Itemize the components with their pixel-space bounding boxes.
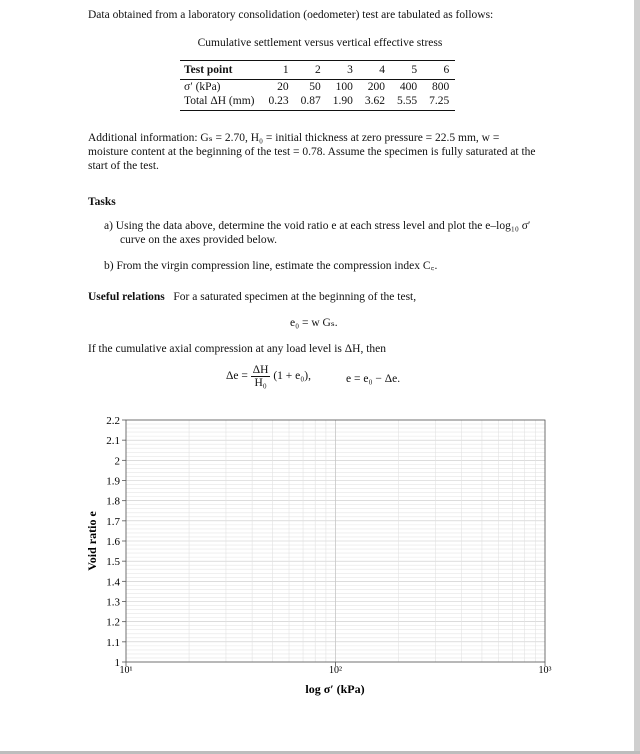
settlement-table: [180, 60, 455, 111]
useful-condition: If the cumulative axial compression at any load level is ΔH, then: [88, 343, 387, 355]
table-row-label: Total ΔH (mm): [180, 94, 262, 111]
table-cell: 3.62: [359, 94, 391, 111]
table-cell: 4: [359, 61, 391, 80]
y-axis-label: Void ratio e: [85, 511, 99, 571]
y-tick-label: 1.5: [106, 556, 120, 569]
task-a-line2: curve on the axes provided below.: [120, 234, 278, 246]
table-cell: 20: [277, 81, 289, 93]
x-axis-label: log σ′ (kPa): [305, 682, 365, 696]
equation-fraction: [251, 364, 271, 389]
table-row: [180, 61, 455, 80]
additional-info-line1: Additional information: Gₛ = 2.70, H₀ = initial thickness at zero pressure = 22.5 mm, w =: [88, 132, 500, 144]
x-tick-label: 10²: [329, 665, 342, 676]
equation-delta-e: [226, 364, 311, 389]
table-cell: 0.87: [295, 94, 327, 111]
table-cell: 3: [327, 61, 359, 80]
table-cell: 2: [295, 61, 327, 80]
y-tick-label: 1.9: [106, 475, 120, 488]
task-a-line1: a) Using the data above, determine the void ratio e at each stress level and plot the e–log₁₀ σ′: [104, 220, 531, 232]
tasks-heading: Tasks: [88, 196, 116, 208]
y-tick-label: 2: [114, 455, 120, 468]
y-tick-label: 2.2: [106, 415, 120, 427]
table-cell: 5.55: [391, 94, 423, 111]
table-cell: 200: [367, 81, 385, 93]
table-cell: 7.25: [423, 94, 455, 111]
table-caption: Cumulative settlement versus vertical effective stress: [197, 37, 443, 49]
equation-e: e = e₀ − Δe.: [346, 373, 401, 385]
page-edge: [634, 0, 640, 754]
table-cell: 1: [262, 61, 294, 80]
y-tick-label: 1.2: [106, 616, 120, 629]
table-cell: 50: [309, 81, 321, 93]
y-tick-label: 1: [114, 657, 120, 669]
table-row: [180, 94, 455, 111]
additional-info-line3: start of the test.: [88, 160, 159, 172]
equation-numerator: ΔH: [252, 364, 269, 376]
table-row-label: σ′ (kPa): [184, 81, 221, 93]
additional-info-line2: moisture content at the beginning of the test = 0.78. Assume the specimen is fully saturated at the: [88, 146, 536, 158]
equation-delta-e-lhs: Δe =: [226, 370, 248, 383]
x-tick-label: 10³: [538, 665, 552, 676]
y-tick-label: 1.7: [106, 515, 120, 528]
y-tick-label: 1.4: [106, 576, 120, 589]
useful-text: For a saturated specimen at the beginning of the test,: [173, 291, 417, 303]
y-tick-label: 2.1: [106, 435, 120, 448]
y-tick-label: 1.1: [106, 636, 120, 649]
table-cell: 1.90: [327, 94, 359, 111]
equation-denominator: H₀: [254, 377, 267, 389]
table-cell: 0.23: [262, 94, 294, 111]
equation-delta-e-rhs: (1 + e₀),: [273, 370, 311, 383]
table-cell: 6: [423, 61, 455, 80]
task-b: b) From the virgin compression line, estimate the compression index C꜀.: [104, 260, 438, 272]
intro-text: Data obtained from a laboratory consolidation (oedometer) test are tabulated as follows:: [88, 9, 494, 21]
table-row: [180, 80, 455, 95]
useful-heading: Useful relations: [88, 291, 165, 303]
table-cell: 400: [399, 81, 418, 93]
table-cell: 5: [391, 61, 423, 80]
table-cell: 800: [431, 81, 450, 93]
y-tick-label: 1.3: [106, 596, 120, 609]
equation-e0: e₀ = w Gₛ.: [290, 317, 338, 329]
x-tick-label: 10¹: [119, 665, 133, 676]
y-tick-label: 1.8: [106, 495, 120, 508]
chart-frame: [126, 420, 545, 662]
table-row-label: Test point: [180, 61, 262, 80]
table-cell: 100: [335, 81, 353, 93]
y-tick-label: 1.6: [106, 536, 120, 548]
